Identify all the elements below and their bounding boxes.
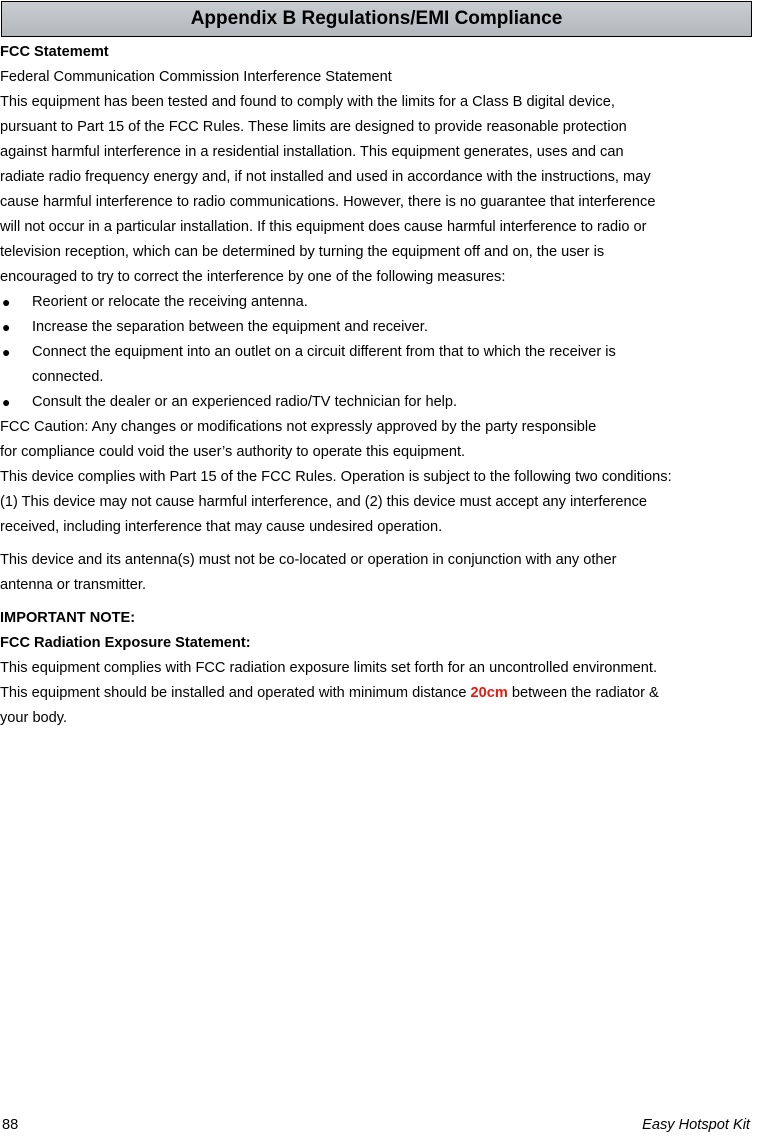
radiation-heading: FCC Radiation Exposure Statement: bbox=[0, 635, 251, 651]
list-item-text: Reorient or relocate the receiving antenna. bbox=[32, 294, 308, 310]
list-item bbox=[0, 390, 759, 415]
fcc-subheading: Federal Communication Commission Interference Statement bbox=[0, 69, 392, 85]
list-item-text: Connect the equipment into an outlet on a circuit different from that to which the receiver is bbox=[32, 344, 616, 360]
intro-line: encouraged to try to correct the interference by one of the following measures: bbox=[0, 269, 506, 285]
intro-line: pursuant to Part 15 of the FCC Rules. These limits are designed to provide reasonable protection bbox=[0, 119, 627, 135]
list-item bbox=[0, 340, 759, 365]
intro-line: This equipment has been tested and found to comply with the limits for a Class B digital device, bbox=[0, 94, 615, 110]
radiation-text: This equipment should be installed and operated with minimum distance bbox=[0, 685, 471, 701]
page-number: 88 bbox=[2, 1117, 19, 1133]
fcc-heading: FCC Statememt bbox=[0, 44, 109, 60]
list-item bbox=[0, 290, 759, 315]
list-item-continuation bbox=[0, 365, 759, 390]
page-footer bbox=[0, 1117, 759, 1137]
list-item bbox=[0, 315, 759, 340]
caution-line: for compliance could void the user’s authority to operate this equipment. bbox=[0, 444, 466, 460]
intro-line: against harmful interference in a residential installation. This equipment generates, uses and can bbox=[0, 144, 624, 160]
list-item-text: Increase the separation between the equipment and receiver. bbox=[32, 319, 428, 335]
bullet-icon: ● bbox=[2, 344, 11, 360]
radiation-line: your body. bbox=[0, 710, 68, 726]
intro-line: cause harmful interference to radio communications. However, there is no guarantee that interference bbox=[0, 194, 656, 210]
radiation-line bbox=[0, 681, 759, 706]
page-title: Appendix B Regulations/EMI Compliance bbox=[1, 1, 752, 37]
bullet-icon: ● bbox=[2, 319, 11, 335]
intro-line: radiate radio frequency energy and, if not installed and used in accordance with the instructions, may bbox=[0, 169, 651, 185]
list-item-text: Consult the dealer or an experienced radio/TV technician for help. bbox=[32, 394, 458, 410]
radiation-text: between the radiator & bbox=[507, 685, 659, 701]
colocation-line: antenna or transmitter. bbox=[0, 577, 147, 593]
document-body bbox=[0, 40, 759, 731]
important-heading: IMPORTANT NOTE: bbox=[0, 610, 136, 626]
list-item-text: connected. bbox=[32, 369, 104, 385]
radiation-line: This equipment complies with FCC radiation exposure limits set forth for an uncontrolled environment. bbox=[0, 660, 658, 676]
document-name: Easy Hotspot Kit bbox=[642, 1117, 750, 1133]
intro-line: television reception, which can be determined by turning the equipment off and on, the user is bbox=[0, 244, 605, 260]
colocation-line: This device and its antenna(s) must not be co-located or operation in conjunction with any other bbox=[0, 552, 617, 568]
distance-value: 20cm bbox=[470, 685, 508, 701]
part15-line: (1) This device may not cause harmful interference, and (2) this device must accept any interference bbox=[0, 494, 648, 510]
caution-line: FCC Caution: Any changes or modifications not expressly approved by the party responsible bbox=[0, 419, 597, 435]
part15-line: received, including interference that may cause undesired operation. bbox=[0, 519, 443, 535]
bullet-icon: ● bbox=[2, 294, 11, 310]
intro-line: will not occur in a particular installation. If this equipment does cause harmful interference to radio or bbox=[0, 219, 647, 235]
bullet-icon: ● bbox=[2, 394, 11, 410]
part15-line: This device complies with Part 15 of the FCC Rules. Operation is subject to the following two conditions: bbox=[0, 469, 672, 485]
